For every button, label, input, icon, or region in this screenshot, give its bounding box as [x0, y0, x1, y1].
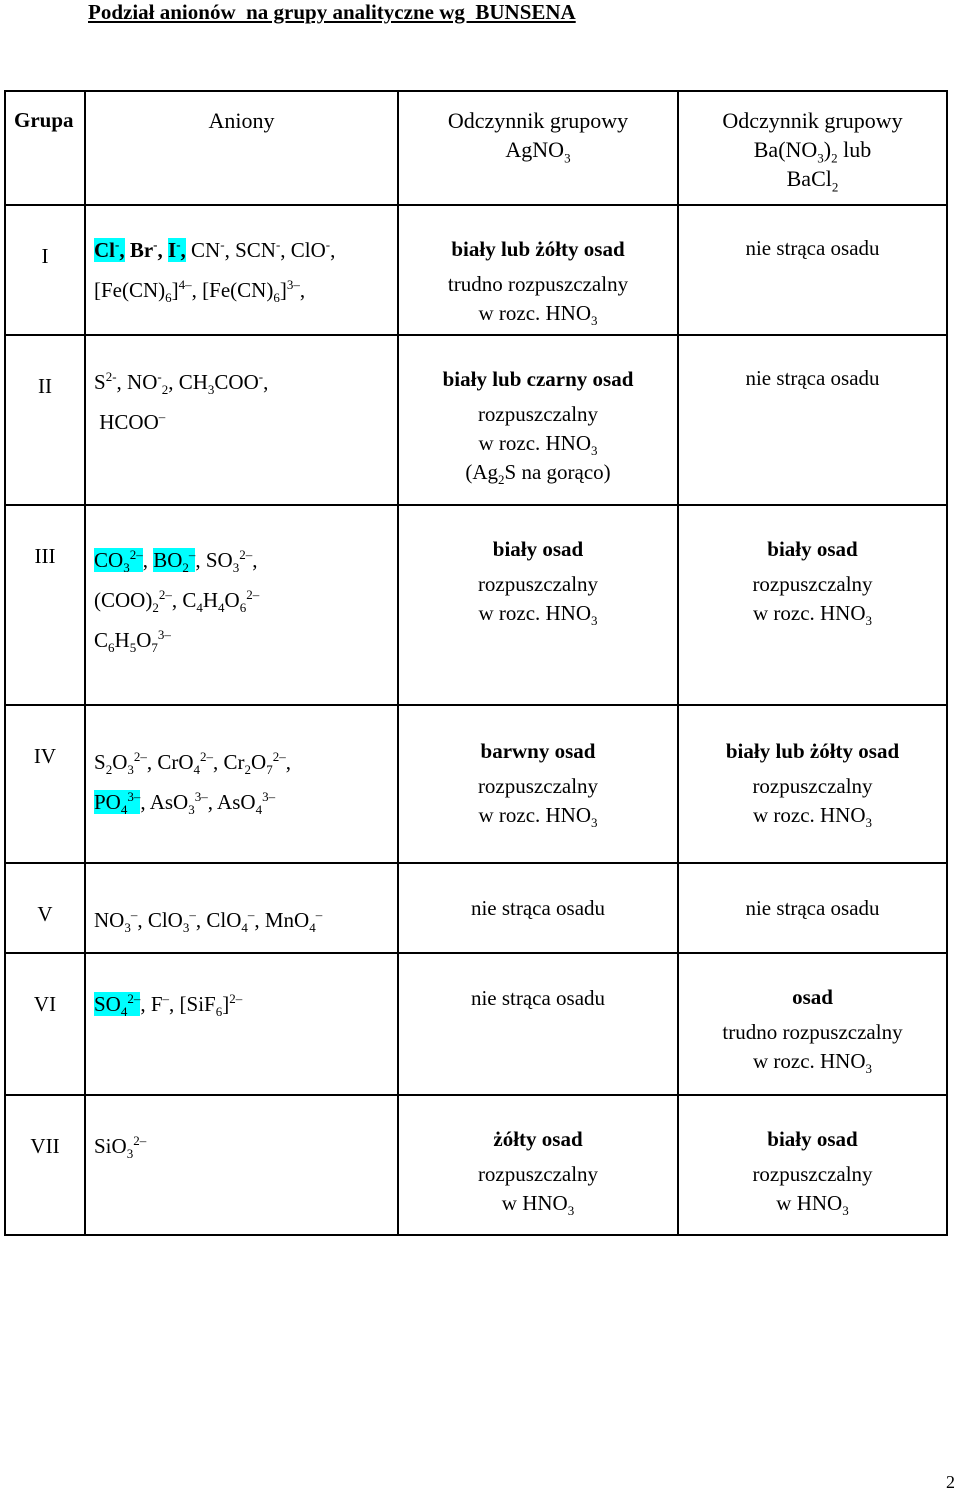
header-reagent-agno3: [398, 91, 678, 205]
solubility-line: [679, 599, 946, 628]
anions-cell: [85, 1095, 398, 1235]
agno3-result: [398, 863, 678, 953]
solubility-sub: 3: [591, 815, 598, 831]
table-header-row: [5, 91, 947, 205]
anions-cell: [85, 335, 398, 505]
solubility-note: [399, 458, 677, 487]
agno3-result: [398, 505, 678, 705]
anion-line: $(COO)_2^{2-}$, $C_4H_4O_6^{2-}$: [94, 587, 260, 616]
solubility-line: [399, 299, 677, 328]
header-ba-sub2: 2: [831, 150, 838, 166]
precipitate-desc: biały osad: [492, 537, 584, 561]
solubility-line: trudno rozpuszczalny: [722, 1020, 903, 1044]
header-group: Grupa: [5, 91, 85, 205]
solubility-text: w rozc. HNO: [478, 301, 592, 325]
anions-cell: [85, 705, 398, 863]
precipitate-desc: biały osad: [767, 537, 858, 561]
anion-line: $C_6H_5O_7^{3-}$: [94, 627, 171, 656]
table-row: [5, 863, 947, 953]
note-part1: (Ag: [465, 460, 499, 484]
solubility-line: [399, 599, 677, 628]
solubility-line: [399, 429, 677, 458]
solubility-text: w rozc. HNO: [478, 601, 592, 625]
solubility-line: rozpuszczalny: [752, 572, 873, 596]
anion-chloride: Cl-,: [94, 237, 125, 262]
anions-cell: [85, 205, 398, 335]
anion-line: $S^{2-}$, $NO^-_2$, $CH_3COO^-$,: [94, 369, 269, 398]
precipitate-desc: nie strąca osadu: [470, 986, 606, 1010]
anion-line: $[Fe(CN)_6]^{4-}$, $[Fe(CN)_6]^{3-}$,: [94, 277, 306, 306]
header-agno3-line1: Odczynnik grupowy: [447, 108, 629, 133]
precipitate-desc: biały lub żółty osad: [725, 739, 900, 763]
precipitate-desc: biały lub żółty osad: [451, 237, 625, 261]
agno3-result: [398, 205, 678, 335]
table-row: [5, 953, 947, 1095]
solubility-line: rozpuszczalny: [752, 1162, 873, 1186]
note-part2: S na gorąco): [504, 460, 611, 484]
anion-iodide: I-,: [168, 237, 186, 262]
solubility-text: w HNO: [776, 1191, 843, 1215]
solubility-line: [399, 1189, 677, 1218]
solubility-sub: 3: [865, 613, 873, 629]
ba-result: [678, 505, 947, 705]
precipitate-desc: nie strąca osadu: [745, 366, 880, 390]
anion-sulfate: $SO_4^{2-}$: [94, 991, 141, 1020]
header-ba-line3: [679, 164, 946, 193]
solubility-sub: 3: [591, 613, 598, 629]
header-ba-line1: Odczynnik grupowy: [722, 108, 903, 133]
anion-line: $CO_3^{2-}$, $BO_2^-$, $SO_3^{2-}$,: [94, 547, 258, 576]
precipitate-desc: nie strąca osadu: [745, 236, 880, 260]
solubility-sub: 3: [591, 443, 598, 459]
solubility-sub: 3: [865, 815, 873, 831]
solubility-line: [679, 1047, 946, 1076]
agno3-result: [398, 335, 678, 505]
solubility-text: w rozc. HNO: [478, 803, 592, 827]
precipitate-desc: nie strąca osadu: [470, 896, 606, 920]
header-anions: Aniony: [85, 91, 398, 205]
header-agno3-formula: AgNO: [505, 137, 565, 162]
group-number: VI: [5, 953, 85, 1095]
anions-cell: [85, 953, 398, 1095]
anion-line: Cl-, Br-, I-, CN-, SCN-, ClO-,: [94, 237, 336, 262]
ba-result: [678, 953, 947, 1095]
ba-result: [678, 863, 947, 953]
table-row: [5, 1095, 947, 1235]
ba-result: [678, 335, 947, 505]
agno3-result: [398, 1095, 678, 1235]
precipitate-desc: biały osad: [767, 1127, 858, 1151]
solubility-line: rozpuszczalny: [477, 572, 599, 596]
solubility-line: [399, 801, 677, 830]
anion-borate: $BO_2^-$: [153, 547, 196, 576]
precipitate-desc: osad: [792, 985, 833, 1009]
solubility-text: w rozc. HNO: [752, 803, 866, 827]
solubility-sub: 3: [591, 313, 598, 329]
solubility-line: trudno rozpuszczalny: [447, 272, 629, 296]
anion-line: HCOO–: [94, 409, 166, 434]
solubility-line: rozpuszczalny: [752, 774, 873, 798]
note-sub: 2: [498, 472, 505, 488]
header-ba-formula: Ba(NO: [753, 137, 818, 162]
anion-line: SiO$_3^{2-}$: [94, 1133, 147, 1162]
page-title: Podział anionów na grupy analityczne wg BUNSENA: [88, 0, 576, 24]
precipitate-desc: biały lub czarny osad: [442, 367, 634, 391]
group-number: IV: [5, 705, 85, 863]
solubility-line: rozpuszczalny: [477, 1162, 599, 1186]
header-reagent-ba: [678, 91, 947, 205]
table-row: [5, 505, 947, 705]
solubility-line: rozpuszczalny: [477, 402, 599, 426]
solubility-text: w HNO: [501, 1191, 568, 1215]
anion-carbonate: $CO_3^{2-}$: [94, 547, 143, 576]
precipitate-desc: żółty osad: [493, 1127, 583, 1151]
anion-line: $S_2O_3^{2-}$, CrO$_4^{2-}$, $Cr_2O_7^{2-}$,: [94, 749, 291, 778]
header-agno3-sub: 3: [564, 150, 571, 166]
anion-line: $SO_4^{2-}$, F–, $[SiF_6]^{2-}$: [94, 991, 243, 1020]
anion-line: $NO_3^-$, ClO$_3$–, ClO$_4$–, MnO$_4$–: [94, 907, 323, 936]
group-number: V: [5, 863, 85, 953]
table-row: [5, 335, 947, 505]
ba-result: [678, 705, 947, 863]
solubility-text: w rozc. HNO: [752, 1049, 866, 1073]
group-number: VII: [5, 1095, 85, 1235]
solubility-sub: 3: [567, 1203, 575, 1219]
anion-phosphate: $PO_4^{3-}$: [94, 789, 141, 818]
precipitate-desc: nie strąca osadu: [745, 896, 880, 920]
anions-cell: [85, 863, 398, 953]
header-ba-line2: $Ba(NO_3)_2$ lub: [753, 137, 872, 166]
agno3-result: [398, 705, 678, 863]
group-number: III: [5, 505, 85, 705]
solubility-line: rozpuszczalny: [477, 774, 599, 798]
solubility-line: [679, 1189, 946, 1218]
header-bacl-sub: 2: [831, 179, 839, 195]
table-row: [5, 205, 947, 335]
solubility-text: w rozc. HNO: [752, 601, 866, 625]
group-number: II: [5, 335, 85, 505]
agno3-result: [398, 953, 678, 1095]
header-bacl-formula: BaCl: [786, 166, 832, 191]
anion-line: $PO_4^{3-}$, AsO$_3^{3-}$, AsO$_4^{3-}$: [94, 789, 276, 818]
precipitate-desc: barwny osad: [480, 739, 596, 763]
header-ba-sub3: 3: [817, 150, 824, 166]
anion-groups-table: [4, 90, 948, 1236]
solubility-text: w rozc. HNO: [478, 431, 592, 455]
ba-result: [678, 205, 947, 335]
table-row: [5, 705, 947, 863]
ba-result: [678, 1095, 947, 1235]
header-ba-or: lub: [843, 137, 872, 162]
solubility-sub: 3: [842, 1203, 849, 1219]
header-agno3-line2: [399, 135, 677, 164]
page-number: 2: [946, 1472, 955, 1492]
solubility-sub: 3: [865, 1061, 873, 1077]
group-number: I: [5, 205, 85, 335]
solubility-line: [679, 801, 946, 830]
anions-cell: [85, 505, 398, 705]
